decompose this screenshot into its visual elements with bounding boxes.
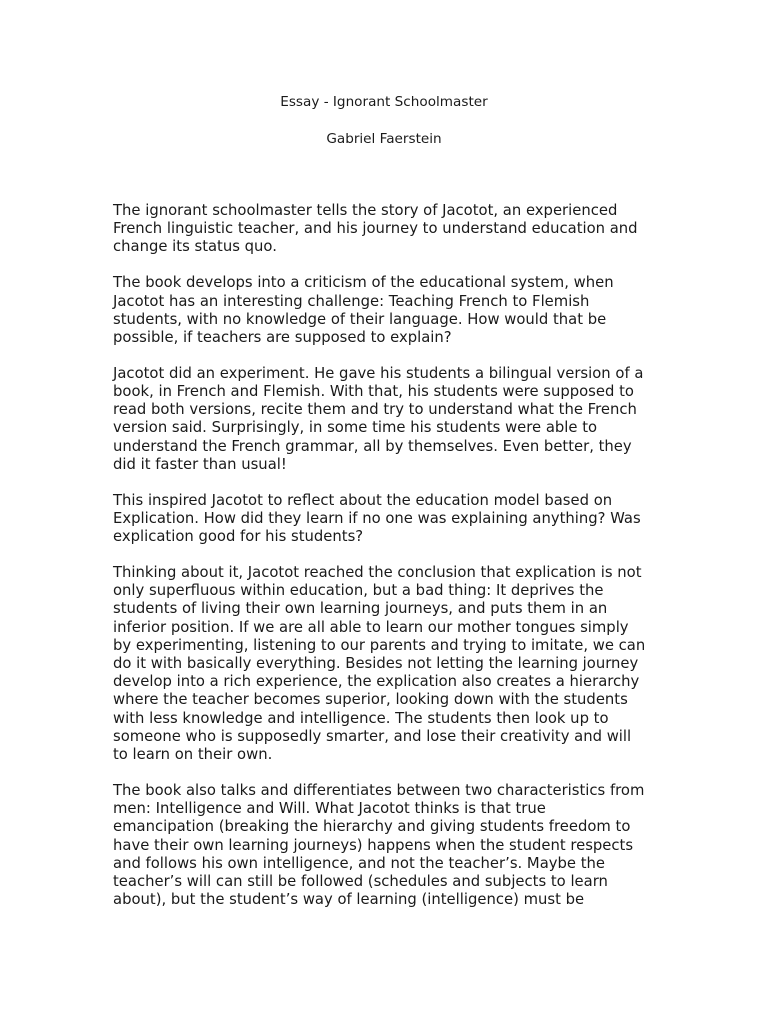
document-author: Gabriel Faerstein [326,131,442,147]
paragraph: This inspired Jacotot to reflect about the education model based on Explication. How did they learn if no one was explaining anything? Was explication good for his students? [113,491,641,546]
paragraph: Thinking about it, Jacotot reached the conclusion that explication is not only superfluous within education, but a bad thing: It deprives the students of living their own learning journeys, and puts them in an inferior position. If we are all able to learn our mother tongues simply by experimenting, listening to our parents and trying to imitate, we can do it with basically everything. Besides not letting the learning journey develop into a rich experience, the explication also creates a hierarchy where the teacher becomes superior, looking down with the students with less knowledge and intelligence. The students then look up to someone who is supposedly smarter, and lose their creativity and will to learn on their own. [113,564,646,764]
paragraph: The ignorant schoolmaster tells the story of Jacotot, an experienced French linguistic teacher, and his journey to understand education and change its status quo. [113,202,638,256]
document-title: Essay - Ignorant Schoolmaster [280,94,488,110]
paragraph: The book also talks and differentiates between two characteristics from men: Intelligence and Will. What Jacotot thinks is that true emancipation (breaking the hierarchy and giving students freedom to have their own learning journeys) happens when the student respects and follows his own intelligence, and not the teacher’s. Maybe the teacher’s will can still be followed (schedules and subjects to learn about), but the student’s way of learning (intelligence) must be [113,781,645,909]
paragraph: Jacotot did an experiment. He gave his students a bilingual version of a book, in French and Flemish. With that, his students were supposed to read both versions, recite them and try to understand what the French version said. Surprisingly, in some time his students were able to understand the French grammar, all by themselves. Even better, they did it faster than usual! [113,364,644,473]
paragraph: The book develops into a criticism of the educational system, when Jacotot has an interesting challenge: Teaching French to Flemish students, with no knowledge of their language. How would that be possible, if teachers are supposed to explain? [113,274,614,346]
document-body [113,202,673,927]
